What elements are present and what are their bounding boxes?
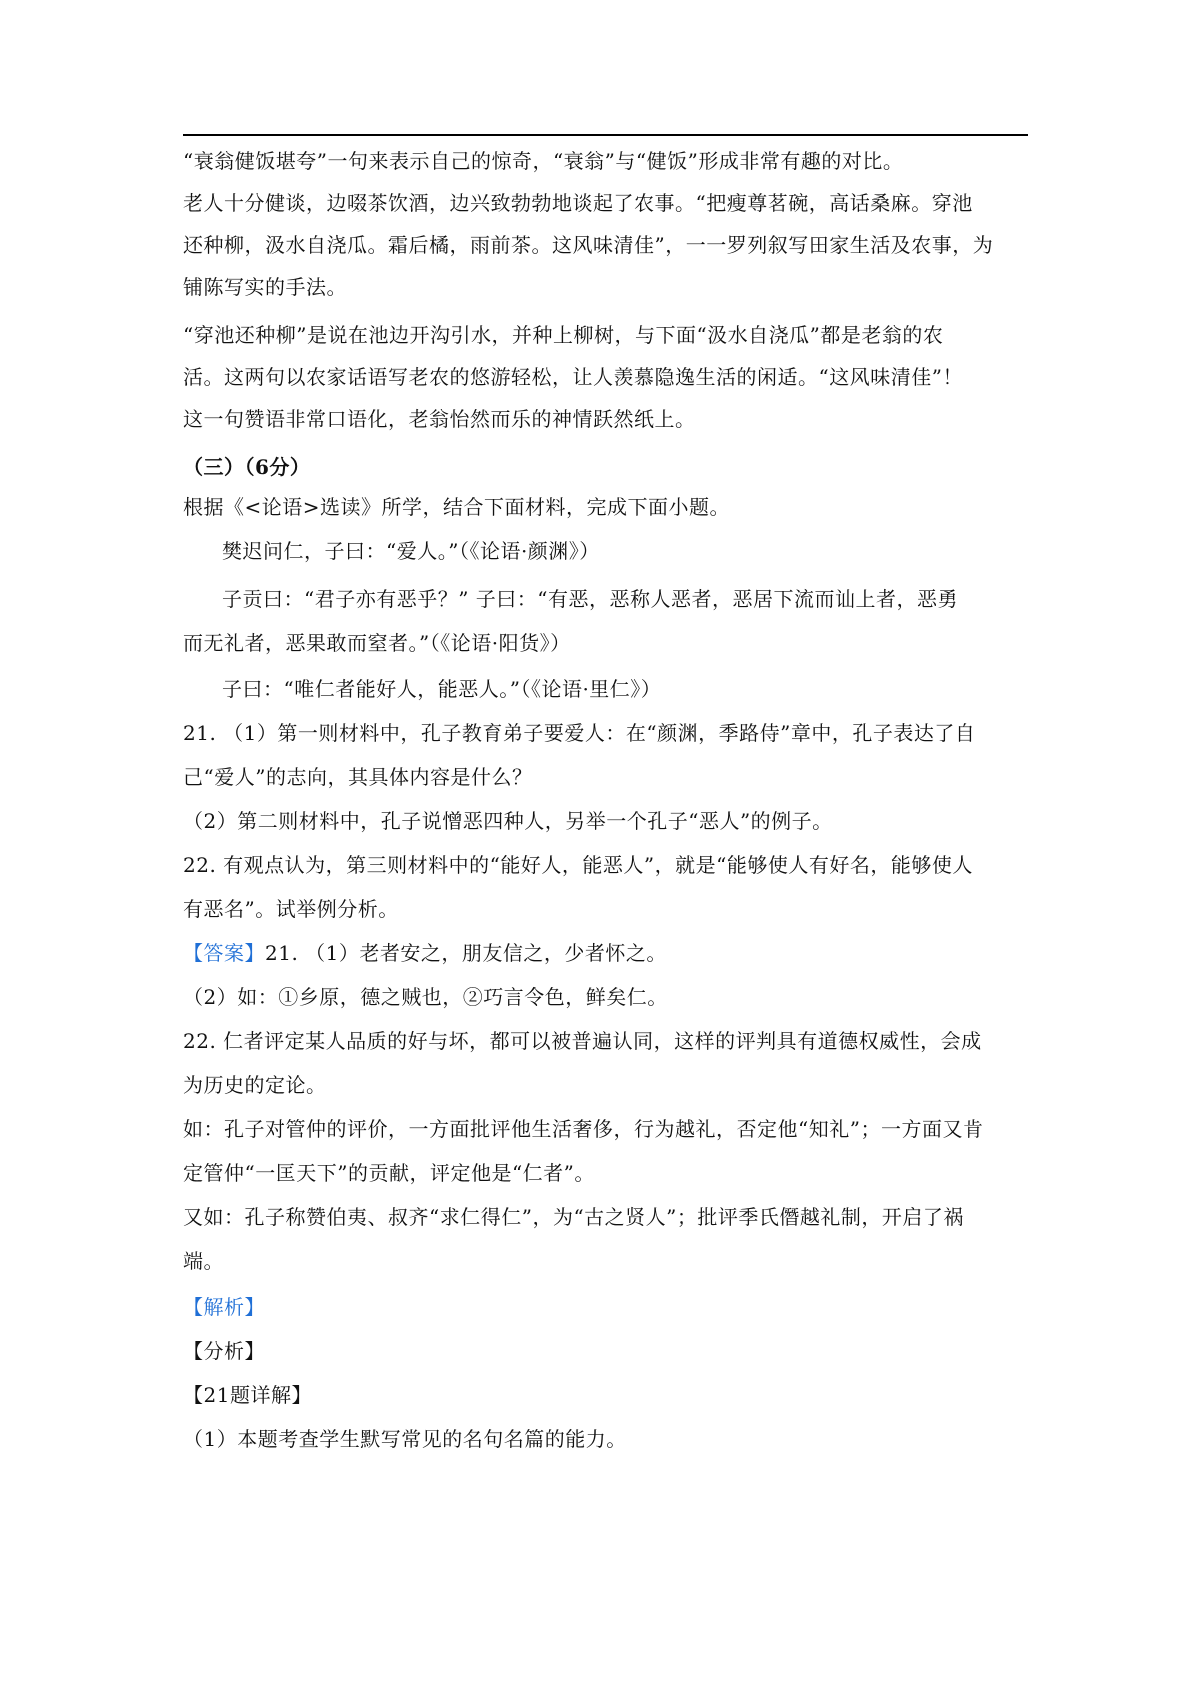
answer-label: 【答案】 [183,941,265,965]
quote-line: 子贡曰：“君子亦有恶乎？” 子曰：“有恶，恶称人恶者，恶居下流而讪上者，恶勇 [222,587,959,611]
text-line: 铺陈写实的手法。 [183,275,347,299]
answer-text: 21. （1）老者安之，朋友信之，少者怀之。 [265,941,667,965]
answer-line: 如：孔子对管仲的评价，一方面批评他生活奢侈，行为越礼，否定他“知礼”；一方面又肯 [183,1117,984,1141]
instruction-text: 根据《<论语>选读》所学，结合下面材料，完成下面小题。 [183,495,731,519]
text-line: 活。这两句以农家话语写老农的悠游轻松，让人羡慕隐逸生活的闲适。“这风味清佳”！ [183,365,963,389]
answer-line: 端。 [183,1249,224,1273]
quote-line: 子曰：“唯仁者能好人，能恶人。”（《论语·里仁》） [222,677,662,701]
answer-line: 为历史的定论。 [183,1073,327,1097]
question-line: （2）第二则材料中，孔子说憎恶四种人，另举一个孔子“恶人”的例子。 [183,809,833,833]
question-line: 21. （1）第一则材料中，孔子教育弟子要爱人：在“颜渊，季路侍”章中，孔子表达了自 [183,721,976,745]
analysis-label: 【解析】 [183,1295,265,1319]
section-heading: （三）（6分） [183,455,311,479]
text-line: 这一句赞语非常口语化，老翁怡然而乐的神情跃然纸上。 [183,407,696,431]
quote-line: 樊迟问仁，子曰：“爱人。”（《论语·颜渊》） [222,539,600,563]
answer-line: 定管仲“一匡天下”的贡献，评定他是“仁者”。 [183,1161,595,1185]
question-line: 22. 有观点认为，第三则材料中的“能好人，能恶人”，就是“能够使人有好名，能够使人 [183,853,973,877]
detail-heading: 【21题详解】 [183,1383,312,1407]
quote-line: 而无礼者，恶果敢而窒者。”（《论语·阳货》） [183,631,571,655]
text-line: 还种柳，汲水自浇瓜。霜后橘，雨前茶。这风味清佳”，一一罗列叙写田家生活及农事，为 [183,233,994,257]
header-rule [183,134,1028,136]
analysis-text: （1）本题考查学生默写常见的名句名篇的能力。 [183,1427,627,1451]
answer-line [183,940,667,966]
text-line: “穿池还种柳”是说在池边开沟引水，并种上柳树，与下面“汲水自浇瓜”都是老翁的农 [183,323,944,347]
text-line: 老人十分健谈，边啜茶饮酒，边兴致勃勃地谈起了农事。“把瘦尊茗碗，高话桑麻。穿池 [183,191,973,215]
question-line: 有恶名”。试举例分析。 [183,897,399,921]
question-line: 己“爱人”的志向，其具体内容是什么？ [183,765,533,789]
answer-line: 22. 仁者评定某人品质的好与坏，都可以被普遍认同，这样的评判具有道德权威性，会成 [183,1029,982,1053]
answer-line: （2）如：①乡原，德之贼也，②巧言令色，鲜矣仁。 [183,985,668,1009]
analysis-heading: 【分析】 [183,1339,265,1363]
answer-line: 又如：孔子称赞伯夷、叔齐“求仁得仁”，为“古之贤人”；批评季氏僭越礼制，开启了祸 [183,1205,964,1229]
text-line: “衰翁健饭堪夸”一句来表示自己的惊奇，“衰翁”与“健饭”形成非常有趣的对比。 [183,149,904,173]
